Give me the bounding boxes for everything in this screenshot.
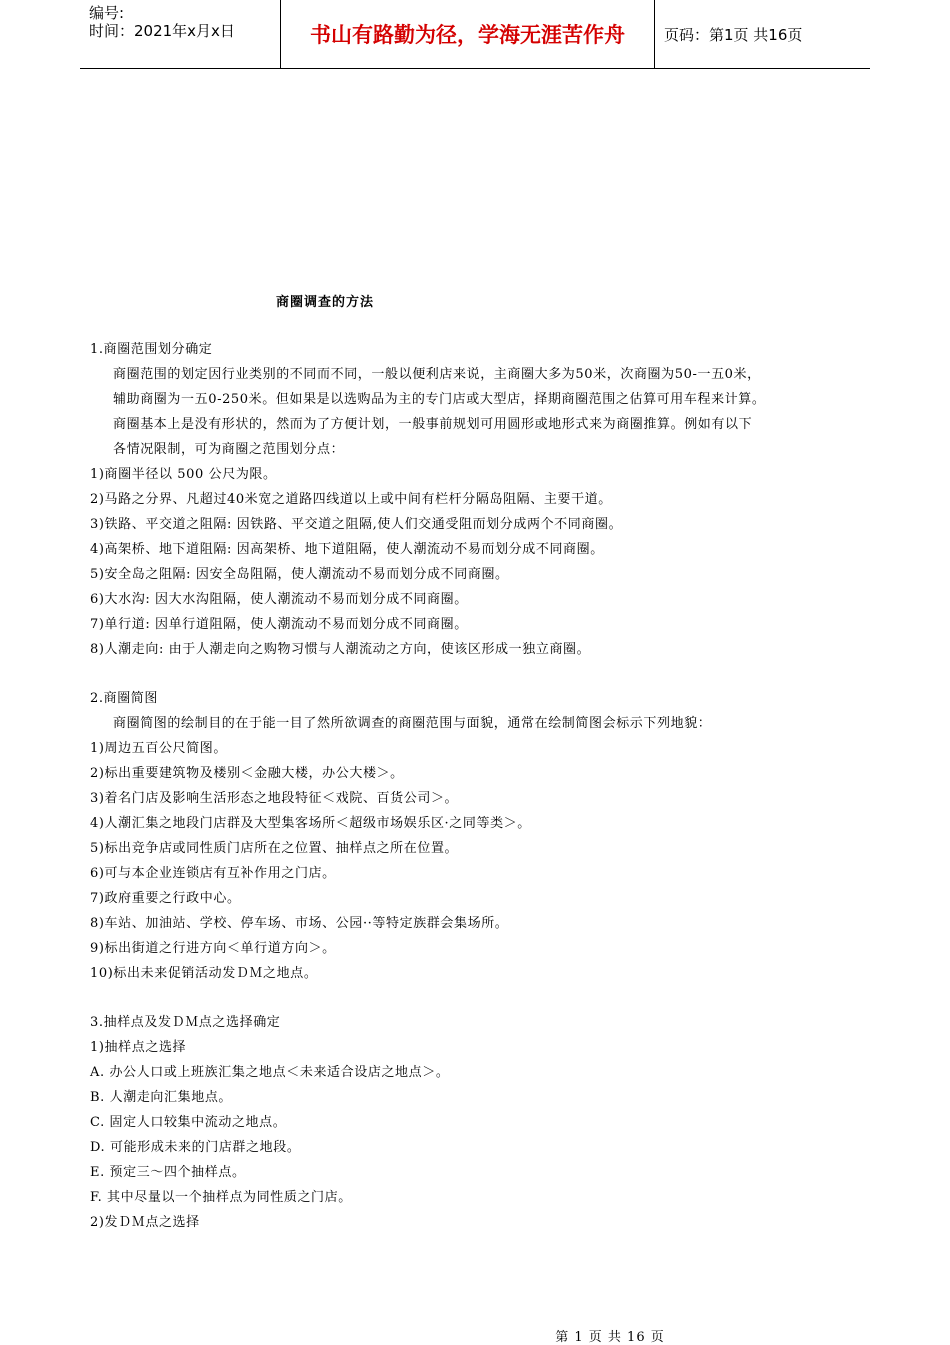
- body-text-line: 1)抽样点之选择: [90, 1040, 187, 1055]
- body-text-line: 4)人潮汇集之地段门店群及大型集客场所＜超级市场娱乐区·之同等类＞。: [90, 816, 531, 831]
- body-text-line: B. 人潮走向汇集地点。: [90, 1090, 233, 1105]
- body-text-line: 商圈基本上是没有形状的，然而为了方便计划，一般事前规划可用圆形或地形式来为商圈推算。例如有以下: [113, 417, 753, 432]
- body-text-line: 商圈范围的划定因行业类别的不同而不同，一般以便利店来说，主商圈大多为50米，次商圈为50-一五0米，: [113, 367, 761, 382]
- page-header: [80, 0, 870, 69]
- body-text-line: 4)高架桥、地下道阻隔: 因高架桥、地下道阻隔，使人潮流动不易而划分成不同商圈。: [90, 542, 604, 557]
- body-text-line: 1)周边五百公尺简图。: [90, 741, 227, 756]
- body-text-line: 3)着名门店及影响生活形态之地段特征＜戏院、百货公司＞。: [90, 791, 459, 806]
- body-text-line: 7)政府重要之行政中心。: [90, 891, 241, 906]
- body-text-line: F. 其中尽量以一个抽样点为同性质之门店。: [90, 1190, 352, 1205]
- header-meta: [80, 0, 281, 68]
- header-motto: 书山有路勤为径，学海无涯苦作舟: [281, 0, 655, 68]
- body-text-line: 3)铁路、平交道之阻隔: 因铁路、平交道之阻隔,使人们交通受阻而划分成两个不同商圈。: [90, 517, 623, 532]
- body-text-line: 8)车站、加油站、学校、停车场、市场、公园··等特定族群会集场所。: [90, 916, 509, 931]
- body-text-line: 3.抽样点及发ＤＭ点之选择确定: [90, 1015, 281, 1030]
- page-footer: 第 1 页 共 16 页: [555, 1330, 665, 1345]
- body-text-line: 6)可与本企业连锁店有互补作用之门店。: [90, 866, 336, 881]
- body-text-line: E. 预定三～四个抽样点。: [90, 1165, 246, 1180]
- body-text-line: D. 可能形成未来的门店群之地段。: [90, 1140, 301, 1155]
- body-text-line: 2.商圈简图: [90, 691, 159, 706]
- body-text-line: 辅助商圈为一五0-250米。但如果是以选购品为主的专门店或大型店，择期商圈范围之估算可用车程来计算。: [113, 392, 766, 407]
- body-text-line: 2)马路之分界、凡超过40米宽之道路四线道以上或中间有栏杆分隔岛阻隔、主要干道。: [90, 492, 612, 507]
- body-text-line: 5)标出竞争店或同性质门店所在之位置、抽样点之所在位置。: [90, 841, 459, 856]
- header-page-info: 页码：第1页 共16页: [664, 25, 803, 44]
- body-text-line: 各情况限制，可为商圈之范围划分点：: [113, 442, 345, 457]
- document-time-label: 时间：2021年x月x日: [89, 22, 235, 40]
- body-text-line: 1.商圈范围划分确定: [90, 342, 213, 357]
- body-text-line: 5)安全岛之阻隔: 因安全岛阻隔，使人潮流动不易而划分成不同商圈。: [90, 567, 509, 582]
- document-title: 商圈调查的方法: [275, 295, 374, 310]
- body-text-line: 7)单行道: 因单行道阻隔，使人潮流动不易而划分成不同商圈。: [90, 617, 468, 632]
- body-text-line: 1)商圈半径以 500 公尺为限。: [90, 467, 277, 482]
- body-text-line: C. 固定人口较集中流动之地点。: [90, 1115, 287, 1130]
- body-text-line: A. 办公人口或上班族汇集之地点＜未来适合设店之地点＞。: [90, 1065, 450, 1080]
- body-text-line: 2)标出重要建筑物及楼别＜金融大楼，办公大楼＞。: [90, 766, 404, 781]
- body-text-line: 9)标出街道之行进方向＜单行道方向＞。: [90, 941, 336, 956]
- body-text-line: 2)发ＤＭ点之选择: [90, 1215, 200, 1230]
- body-text-line: 10)标出未来促销活动发ＤＭ之地点。: [90, 966, 318, 981]
- body-text-line: 6)大水沟: 因大水沟阻隔，使人潮流动不易而划分成不同商圈。: [90, 592, 468, 607]
- body-text-line: 商圈简图的绘制目的在于能一目了然所欲调查的商圈范围与面貌，通常在绘制简图会标示下列地貌：: [113, 716, 712, 731]
- document-number-label: 编号:: [89, 4, 125, 22]
- body-text-line: 8)人潮走向: 由于人潮走向之购物习惯与人潮流动之方向，使该区形成一独立商圈。: [90, 642, 591, 657]
